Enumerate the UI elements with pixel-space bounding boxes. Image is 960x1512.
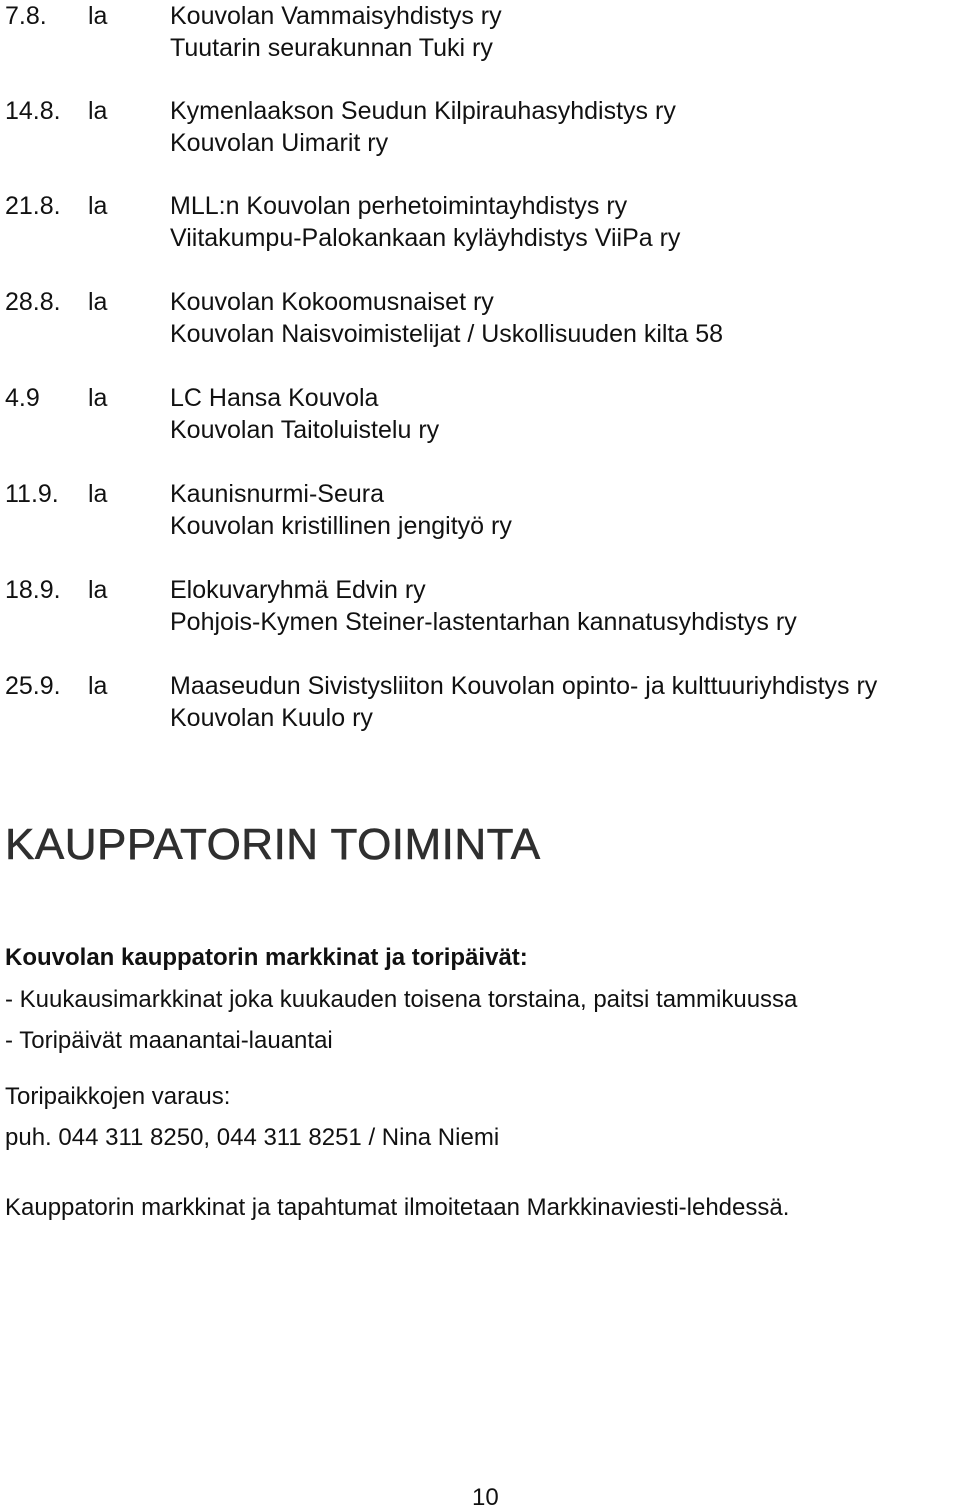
entry-date: 7.8. <box>5 2 47 30</box>
association-name: Kouvolan Kokoomusnaiset ry <box>170 288 494 316</box>
section-heading: KAUPPATORIN TOIMINTA <box>5 820 541 869</box>
entry-day: la <box>88 480 108 508</box>
bullet-item: - Kuukausimarkkinat joka kuukauden toisena torstaina, paitsi tammikuussa <box>5 986 798 1013</box>
entry-associations <box>170 0 502 64</box>
entry-day: la <box>88 192 108 220</box>
entry-date: 28.8. <box>5 288 61 316</box>
entry-date: 18.9. <box>5 576 61 604</box>
entry-day: la <box>88 384 108 412</box>
association-name: Kymenlaakson Seudun Kilpirauhasyhdistys ry <box>170 97 676 125</box>
booking-label: Toripaikkojen varaus: <box>5 1083 231 1110</box>
association-name: MLL:n Kouvolan perhetoimintayhdistys ry <box>170 192 628 220</box>
association-name: Tuutarin seurakunnan Tuki ry <box>170 34 493 62</box>
entry-associations <box>170 190 680 254</box>
association-name: Pohjois-Kymen Steiner-lastentarhan kannatusyhdistys ry <box>170 608 797 636</box>
entry-date: 11.9. <box>5 480 59 508</box>
association-name: Maaseudun Sivistysliiton Kouvolan opinto- ja kulttuuriyhdistys ry <box>170 672 878 700</box>
entry-day: la <box>88 576 108 604</box>
entry-associations <box>170 478 512 542</box>
association-name: Kaunisnurmi-Seura <box>170 480 384 508</box>
page-number: 10 <box>472 1484 499 1511</box>
association-name: Kouvolan Uimarit ry <box>170 129 389 157</box>
entry-date: 14.8. <box>5 97 61 125</box>
entry-date: 21.8. <box>5 192 61 220</box>
association-name: Viitakumpu-Palokankaan kyläyhdistys ViiPa ry <box>170 224 681 252</box>
entry-day: la <box>88 2 108 30</box>
entry-day: la <box>88 288 108 316</box>
booking-contact: puh. 044 311 8250, 044 311 8251 / Nina Niemi <box>5 1124 500 1151</box>
association-name: Kouvolan Vammaisyhdistys ry <box>170 2 502 30</box>
association-name: Elokuvaryhmä Edvin ry <box>170 576 426 604</box>
entry-associations <box>170 670 877 734</box>
association-name: Kouvolan Kuulo ry <box>170 704 373 732</box>
entry-associations <box>170 574 797 638</box>
entry-day: la <box>88 672 108 700</box>
entry-associations <box>170 95 676 159</box>
association-name: Kouvolan kristillinen jengityö ry <box>170 512 512 540</box>
entry-date: 4.9 <box>5 384 40 412</box>
entry-day: la <box>88 97 108 125</box>
entry-date: 25.9. <box>5 672 61 700</box>
association-name: Kouvolan Naisvoimistelijat / Uskollisuuden kilta 58 <box>170 320 724 348</box>
association-name: Kouvolan Taitoluistelu ry <box>170 416 440 444</box>
association-name: LC Hansa Kouvola <box>170 384 379 412</box>
section-subheading: Kouvolan kauppatorin markkinat ja toripäivät: <box>5 944 528 971</box>
bullet-item: - Toripäivät maanantai-lauantai <box>5 1027 333 1054</box>
entry-associations <box>170 382 439 446</box>
markets-note: Kauppatorin markkinat ja tapahtumat ilmoitetaan Markkinaviesti-lehdessä. <box>5 1194 790 1221</box>
entry-associations <box>170 286 723 350</box>
